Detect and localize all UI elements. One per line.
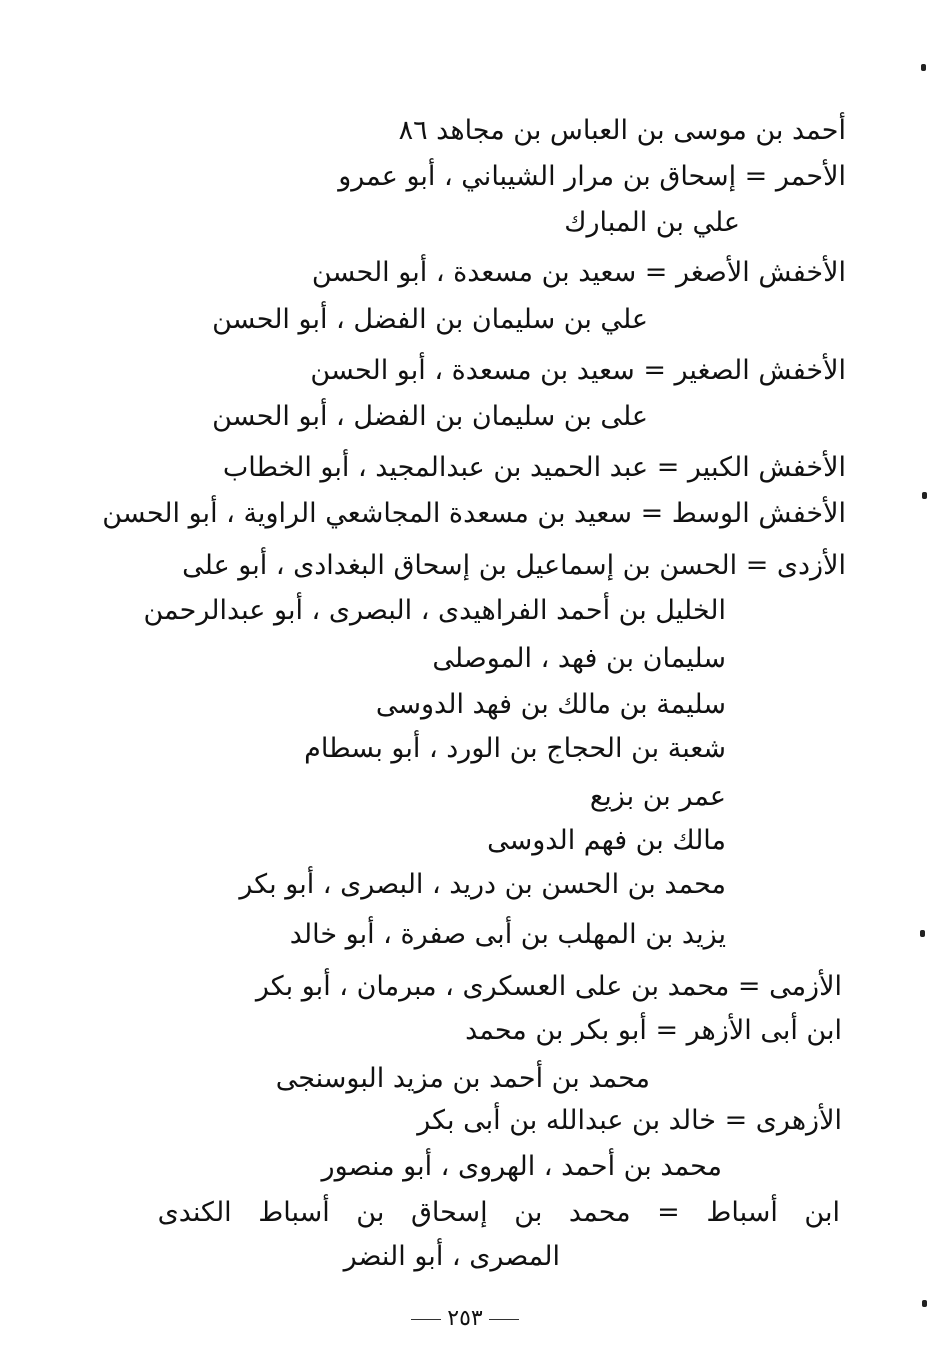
index-entry: الأخفش الأصغر = سعيد بن مسعدة ، أبو الحسن xyxy=(311,257,846,288)
index-entry: الأزمى = محمد بن على العسكرى ، مبرمان ، أبو بكر xyxy=(255,971,842,1002)
index-subentry: علي بن سليمان بن الفضل ، أبو الحسن xyxy=(212,304,648,335)
index-subentry: محمد بن الحسن بن دريد ، البصرى ، أبو بكر xyxy=(239,869,726,900)
index-subentry: المصرى ، أبو النضر xyxy=(343,1241,560,1272)
index-subentry: علي بن المبارك xyxy=(564,207,740,238)
index-subentry: سليمان بن فهد ، الموصلى xyxy=(432,643,726,674)
index-entry: الأخفش الوسط = سعيد بن مسعدة المجاشعي الراوية ، أبو الحسن xyxy=(102,498,846,529)
index-subentry: الخليل بن أحمد الفراهيدى ، البصرى ، أبو عبدالرحمن xyxy=(143,595,726,626)
margin-mark xyxy=(922,492,927,499)
page-footer xyxy=(0,1306,930,1331)
margin-mark xyxy=(921,64,926,71)
index-subentry: يزيد بن المهلب بن أبى صفرة ، أبو خالد xyxy=(289,919,726,950)
index-subentry: محمد بن أحمد ، الهروى ، أبو منصور xyxy=(321,1151,722,1182)
index-subentry: عمر بن بزيع xyxy=(589,781,726,812)
index-entry: ابن أبى الأزهر = أبو بكر بن محمد xyxy=(465,1015,842,1046)
page-number: ٢٥٣ xyxy=(447,1306,483,1331)
margin-mark xyxy=(920,930,925,937)
footer-dash xyxy=(411,1319,441,1320)
index-subentry: سليمة بن مالك بن فهد الدوسى xyxy=(375,689,726,720)
index-entry: الأزهرى = خالد بن عبدالله بن أبى بكر xyxy=(417,1105,842,1136)
margin-mark xyxy=(922,1300,927,1307)
index-subentry: مالك بن فهم الدوسى xyxy=(487,825,726,856)
index-entry: الأخفش الصغير = سعيد بن مسعدة ، أبو الحسن xyxy=(310,355,846,386)
index-entry: الأحمر = إسحاق بن مرار الشيباني ، أبو عمرو xyxy=(338,161,846,192)
index-entry: الأزدى = الحسن بن إسماعيل بن إسحاق البغدادى ، أبو على xyxy=(182,550,846,581)
index-subentry: شعبة بن الحجاج بن الورد ، أبو بسطام xyxy=(304,733,726,764)
footer-dash xyxy=(489,1319,519,1320)
index-entry: الأخفش الكبير = عبد الحميد بن عبدالمجيد ، أبو الخطاب xyxy=(222,452,846,483)
index-entry: أحمد بن موسى بن العباس بن مجاهد ٨٦ xyxy=(398,115,846,146)
index-subentry: محمد بن أحمد بن مزيد البوسنجى xyxy=(275,1063,650,1094)
index-entry: ابن أسباط = محمد بن إسحاق بن أسباط الكندى xyxy=(157,1197,840,1228)
index-subentry: على بن سليمان بن الفضل ، أبو الحسن xyxy=(212,401,648,432)
